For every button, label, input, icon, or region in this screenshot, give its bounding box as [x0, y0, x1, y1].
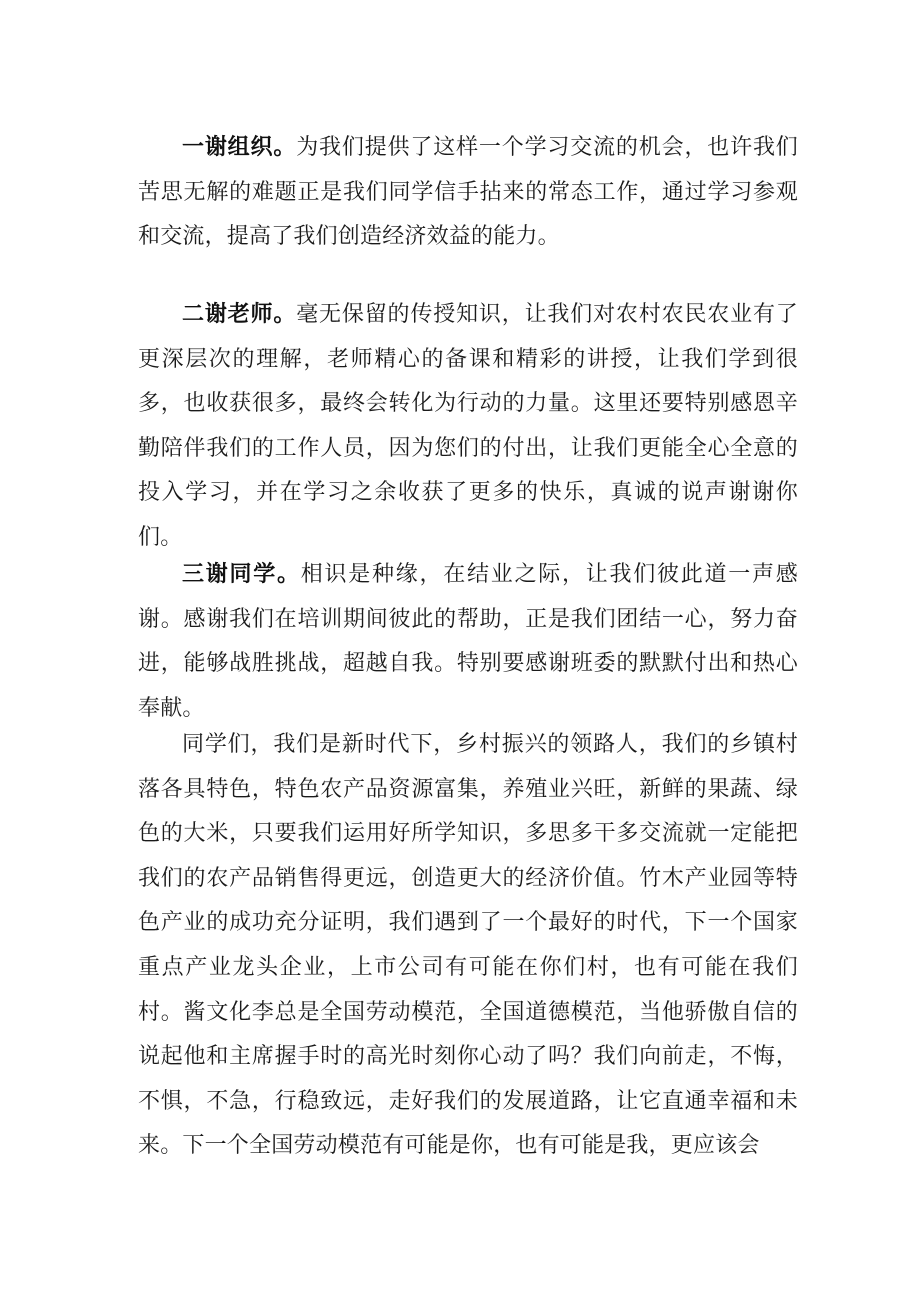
paragraph-body: 同学们，我们是新时代下，乡村振兴的领路人，我们的乡镇村落各具特色，特色农产品资源富集，养殖业兴旺，新鲜的果蔬、绿色的大米，只要我们运用好所学知识，多思多干多交流就一定能把我们的农产品销售得更远，创造更大的经济价值。竹木产业园等特色产业的成功充分证明，我们遇到了一个最好的时代，下一个国家重点产业龙头企业，上市公司有可能在你们村，也有可能在我们村。酱文化李总是全国劳动模范，全国道德模范，当他骄傲自信的说起他和主席握手时的高光时刻你心动了吗？我们向前走，不悔，不惧，不急，行稳致远，走好我们的发展道路，让它直通幸福和未来。下一个全国劳动模范有可能是你，也有可能是我，更应该会 [138, 732, 798, 1159]
paragraph-thanks-classmates [138, 552, 798, 731]
paragraph-lead: 二谢老师。 [182, 301, 297, 327]
paragraph-body: 为我们提供了这样一个学习交流的机会，也许我们苦思无解的难题正是我们同学信手拈来的常态工作，通过学习参观和交流，提高了我们创造经济效益的能力。 [138, 135, 798, 250]
paragraph-body: 相识是种缘，在结业之际，让我们彼此道一声感谢。感谢我们在培训期间彼此的帮助，正是我们团结一心，努力奋进，能够战胜挑战，超越自我。特别要感谢班委的默默付出和热心奉献。 [138, 562, 798, 721]
paragraph-lead: 一谢组织。 [182, 134, 297, 160]
paragraph-lead: 三谢同学。 [182, 561, 301, 587]
paragraph-body: 毫无保留的传授知识，让我们对农村农民农业有了更深层次的理解，老师精心的备课和精彩的讲授，让我们学到很多，也收获很多，最终会转化为行动的力量。这里还要特别感恩辛勤陪伴我们的工作人员，因为您们的付出，让我们更能全心全意的投入学习，并在学习之余收获了更多的快乐，真诚的说声谢谢你们。 [138, 302, 798, 550]
paragraph-thanks-organization [138, 125, 798, 260]
paragraph-thanks-teachers [138, 292, 798, 561]
paragraph-closing [138, 722, 798, 1169]
